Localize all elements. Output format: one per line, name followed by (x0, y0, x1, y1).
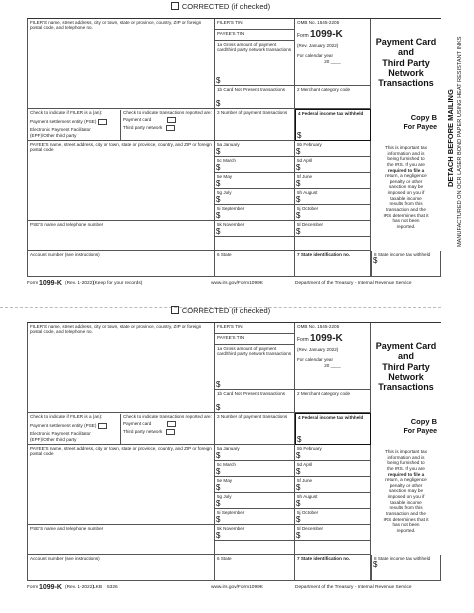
box-5k[interactable]: 5k November $ (215, 221, 295, 237)
box-1a[interactable]: 1a Gross amount of payment card/third party network transactions $ (215, 41, 295, 86)
form-number: 1099-K (309, 333, 343, 345)
box-5i[interactable]: 5i September $ (215, 509, 295, 525)
box-5k[interactable]: 5k November $ (215, 525, 295, 541)
detach-text: DETACH BEFORE MAILING (446, 89, 455, 187)
box-5d[interactable]: 5d April $ (295, 461, 371, 477)
box-4[interactable]: 4 Federal income tax withheld $ (295, 109, 371, 141)
third-party-checkbox[interactable] (166, 125, 175, 131)
payee-name-box[interactable]: PAYEE'S name, street address, city or town, state or province, country, and ZIP or foreign postal code (27, 445, 215, 525)
box-5l[interactable]: 5l December $ (295, 221, 371, 237)
box-1b[interactable]: 1b Card Not Present transactions $ (215, 390, 295, 413)
payee-name-box[interactable]: PAYEE'S name, street address, city or town, state or province, country, and ZIP or foreign postal code (27, 141, 215, 221)
manufactured-text: MANUFACTURED ON OCR LASER BOND PAPER USING HEAT RESISTANT INKS (457, 36, 463, 247)
third-party-checkbox[interactable] (166, 429, 175, 435)
box-6[interactable]: 6 State (215, 251, 295, 277)
box-7[interactable]: 7 State identification no. (295, 251, 371, 277)
box-5j[interactable]: 5j October $ (295, 509, 371, 525)
title-column (371, 18, 441, 276)
payee-tin-box[interactable]: PAYEE'S TIN (215, 334, 295, 345)
pse-checkbox[interactable] (98, 423, 107, 429)
for-payee-label: For Payee (403, 124, 437, 131)
box-6[interactable]: 6 State (215, 555, 295, 581)
box-2[interactable]: 2 Merchant category code (295, 390, 371, 413)
box-5g[interactable]: 5g July $ (215, 493, 295, 509)
box-5f[interactable]: 5f June $ (295, 173, 371, 189)
form-title: Payment Card and Third Party Network Transactions (375, 37, 437, 89)
info-text: This is important tax information and is being furnished to the IRS. If you are required to file a return, a negligence penalty or other sanction may be imposed on you if taxable income results from this transaction and the IRS determines that it has not been reported. (383, 449, 429, 533)
filer-box[interactable]: FILER'S name, street address, city or town, state or province, country, ZIP or foreign postal code, and telephone no. (27, 323, 215, 413)
blank-box-left (215, 541, 295, 555)
box-5b[interactable]: 5b February $ (295, 445, 371, 461)
box-5c[interactable]: 5c March $ (215, 461, 295, 477)
corrected-header: CORRECTED (if checked) (0, 306, 441, 315)
title-column (371, 322, 441, 580)
pse-name-box[interactable]: PSE'S name and telephone number (27, 221, 215, 251)
box-5d[interactable]: 5d April $ (295, 157, 371, 173)
box-3[interactable]: 3 Number of payment transactions (215, 109, 295, 141)
payment-card-checkbox[interactable] (167, 117, 176, 123)
filer-tin-box[interactable]: FILER'S TIN (215, 19, 295, 30)
box-8[interactable]: 8 State income tax withheld $ (371, 251, 441, 277)
box-2[interactable]: 2 Merchant category code (295, 86, 371, 109)
box-4[interactable]: 4 Federal income tax withheld $ (295, 413, 371, 445)
corrected-checkbox[interactable] (171, 2, 179, 10)
payment-card-checkbox[interactable] (167, 421, 176, 427)
form-grid (27, 18, 371, 276)
box-5b[interactable]: 5b February $ (295, 141, 371, 157)
side-margin (444, 12, 472, 292)
account-number-box[interactable]: Account number (see instructions) (27, 555, 215, 581)
corrected-checkbox[interactable] (171, 306, 179, 314)
box-5a[interactable]: 5a January $ (215, 445, 295, 461)
payee-tin-box[interactable]: PAYEE'S TIN (215, 30, 295, 41)
box-8[interactable]: 8 State income tax withheld $ (371, 555, 441, 581)
blank-box-right (295, 237, 371, 251)
box-7[interactable]: 7 State identification no. (295, 555, 371, 581)
filer-box[interactable]: FILER'S name, street address, city or town, state or province, country, ZIP or foreign postal code, and telephone no. (27, 19, 215, 109)
box-5l[interactable]: 5l December $ (295, 525, 371, 541)
form-grid (27, 322, 371, 580)
pse-checkbox[interactable] (98, 119, 107, 125)
corrected-header: CORRECTED (if checked) (0, 2, 441, 11)
box-5c[interactable]: 5c March $ (215, 157, 295, 173)
pse-name-box[interactable]: PSE'S name and telephone number (27, 525, 215, 555)
info-text: This is important tax information and is being furnished to the IRS. If you are required to file a return, a negligence penalty or other sanction may be imposed on you if taxable income results from this transaction and the IRS determines that it has not been reported. (383, 145, 429, 229)
copy-label: Copy B (410, 417, 437, 426)
filer-tin-box[interactable]: FILER'S TIN (215, 323, 295, 334)
box-1b[interactable]: 1b Card Not Present transactions $ (215, 86, 295, 109)
box-5f[interactable]: 5f June $ (295, 477, 371, 493)
box-5h[interactable]: 5h August $ (295, 493, 371, 509)
blank-box-right (295, 541, 371, 555)
box-5g[interactable]: 5g July $ (215, 189, 295, 205)
check-box-area: Check to indicate if FILER is a (an): Payment settlement entity (PSE) Electronic Payment Facilitator (EPF)/Other third party Check to indicate transactions reported are: Payment card Third party network (27, 413, 215, 445)
box-3[interactable]: 3 Number of payment transactions (215, 413, 295, 445)
form-number: 1099-K (309, 29, 343, 41)
check-box-area: Check to indicate if FILER is a (an): Payment settlement entity (PSE) Electronic Payment Facilitator (EPF)/Other third party Check to indicate transactions reported are: Payment card Third party network (27, 109, 215, 141)
box-5j[interactable]: 5j October $ (295, 205, 371, 221)
box-5e[interactable]: 5e May $ (215, 173, 295, 189)
box-5a[interactable]: 5a January $ (215, 141, 295, 157)
box-5i[interactable]: 5i September $ (215, 205, 295, 221)
box-5e[interactable]: 5e May $ (215, 477, 295, 493)
omb-box: OMB No. 1545-2205 Form 1099-K (Rev. January 2022) For calendar year 20 ____ (295, 323, 371, 390)
box-5h[interactable]: 5h August $ (295, 189, 371, 205)
copy-label: Copy B (410, 113, 437, 122)
omb-box: OMB No. 1545-2205 Form 1099-K (Rev. January 2022) For calendar year 20 ____ (295, 19, 371, 86)
box-1a[interactable]: 1a Gross amount of payment card/third party network transactions $ (215, 345, 295, 390)
blank-box-left (215, 237, 295, 251)
account-number-box[interactable]: Account number (see instructions) (27, 251, 215, 277)
for-payee-label: For Payee (403, 428, 437, 435)
form-title: Payment Card and Third Party Network Transactions (375, 341, 437, 393)
